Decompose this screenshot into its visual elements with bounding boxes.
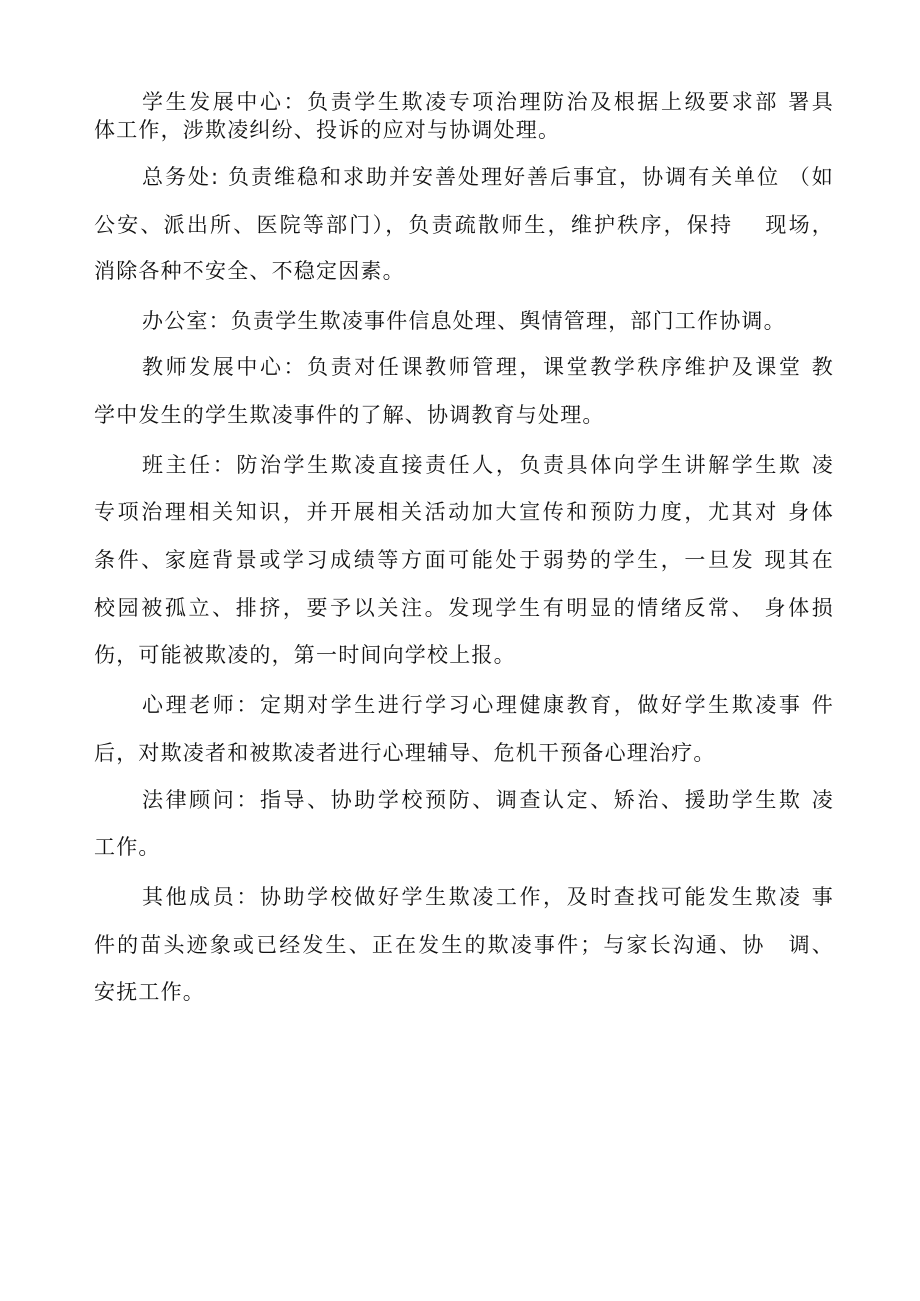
paragraph-other-members-line-1: 其他成员：协助学校做好学生欺凌工作，及时查找可能发生欺凌 事 (142, 885, 834, 909)
paragraph-head-teacher-line-5: 伤，可能被欺凌的，第一时间向学校上报。 (94, 643, 516, 667)
paragraph-student-development-line-2: 体工作，涉欺凌纠纷、投诉的应对与协调处理。 (94, 118, 561, 142)
paragraph-teacher-development-line-2: 学中发生的学生欺凌事件的了解、协调教育与处理。 (94, 403, 605, 427)
paragraph-psychology-teacher-line-1: 心理老师：定期对学生进行学习心理健康教育，做好学生欺凌事 件 (142, 693, 834, 717)
paragraph-general-affairs-line-2: 公安、派出所、医院等部门），负责疏散师生，维护秩序，保持 现场， (94, 213, 834, 237)
paragraph-head-teacher-line-3: 条件、家庭背景或学习成绩等方面可能处于弱势的学生，一旦发 现其在 (94, 548, 834, 572)
paragraph-head-teacher-line-1: 班主任：防治学生欺凌直接责任人，负责具体向学生讲解学生欺 凌 (142, 453, 834, 477)
paragraph-general-affairs-line-1: 总务处: 负责维稳和求助并安善处理好善后事宜，协调有关单位 （如 (142, 165, 834, 189)
paragraph-general-affairs-line-3: 消除各种不安全、不稳定因素。 (94, 259, 405, 283)
paragraph-head-teacher-line-4: 校园被孤立、排挤，要予以关注。发现学生有明显的情绪反常、 身体损 (94, 596, 834, 620)
paragraph-other-members-line-3: 安抚工作。 (94, 980, 205, 1004)
paragraph-teacher-development-line-1: 教师发展中心：负责对任课教师管理，课堂教学秩序维护及课堂 教 (142, 355, 834, 379)
paragraph-psychology-teacher-line-2: 后，对欺凌者和被欺凌者进行心理辅导、危机干预备心理治疗。 (94, 741, 716, 765)
paragraph-student-development-line-1: 学生发展中心：负责学生欺凌专项治理防治及根据上级要求部 署具 (142, 90, 834, 114)
paragraph-legal-advisor-line-1: 法律顾问：指导、协助学校预防、调查认定、矫治、援助学生欺 凌 (142, 788, 834, 812)
paragraph-head-teacher-line-2: 专项治理相关知识，并开展相关活动加大宣传和预防力度，尤其对 身体 (94, 500, 834, 524)
paragraph-other-members-line-2: 件的苗头迹象或已经发生、正在发生的欺凌事件；与家长沟通、协 调、 (94, 933, 834, 957)
paragraph-office-line-1: 办公室：负责学生欺凌事件信息处理、舆情管理，部门工作协调。 (142, 309, 786, 333)
paragraph-legal-advisor-line-2: 工作。 (94, 835, 161, 859)
